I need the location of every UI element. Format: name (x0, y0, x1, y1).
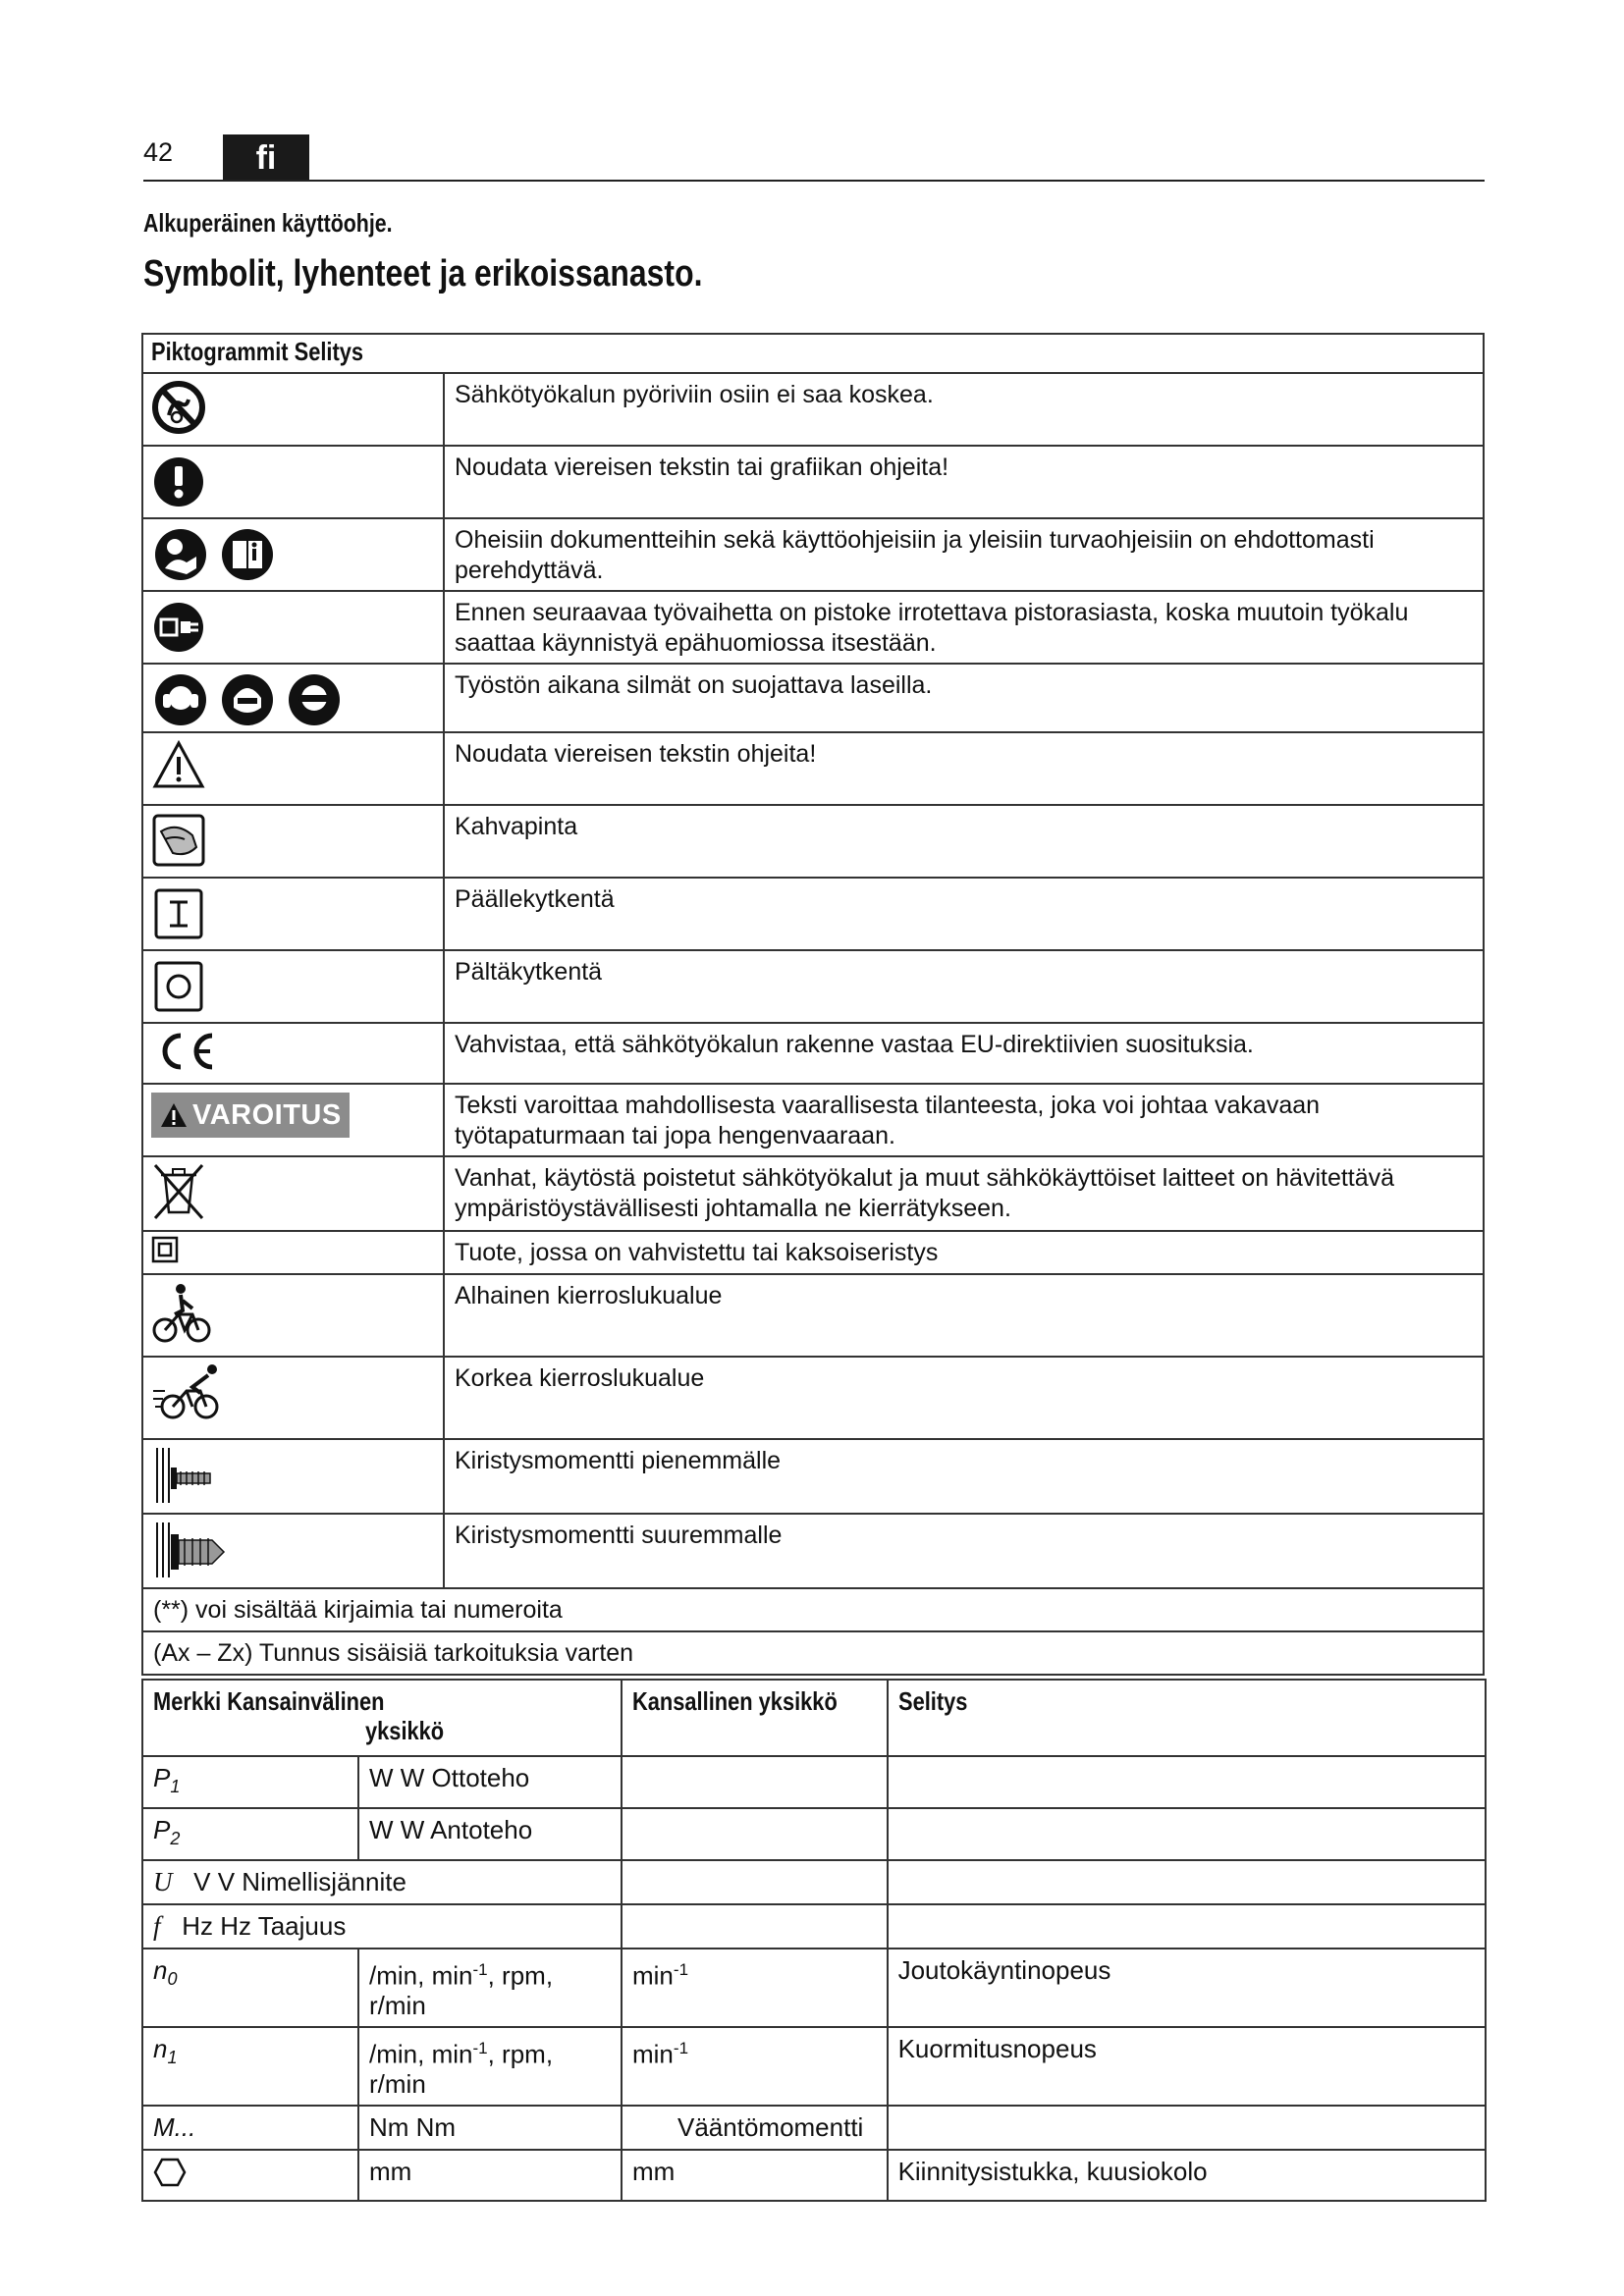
grip-surface-icon (151, 810, 206, 869)
unplug-icon (151, 596, 206, 655)
symbol-unit-cell: U V V Nimellisjännite (142, 1860, 622, 1904)
low-speed-bicycle-icon (151, 1279, 214, 1348)
page-title: Symbolit, lyhenteet ja erikoissanasto. (143, 253, 703, 294)
hexagon-socket-icon (153, 2157, 187, 2188)
units-table (141, 1679, 1487, 2202)
page-number: 42 (143, 137, 174, 167)
symbol-unit-cell: f Hz Hz Taajuus (142, 1904, 622, 1949)
pictogram-cell (142, 1357, 444, 1439)
description-cell (888, 2106, 1486, 2150)
description-cell: Joutokäyntinopeus (888, 1949, 1486, 2027)
switch-on-icon (151, 882, 206, 941)
description-cell: Kuormitusnopeus (888, 2027, 1486, 2106)
pictogram-cell (142, 1231, 444, 1274)
symbol-cell: $P_1$ (142, 1756, 358, 1808)
header-national-unit: Kansallinen yksikkö (622, 1680, 888, 1756)
pictogram-cell (142, 950, 444, 1023)
description-cell (888, 1860, 1486, 1904)
pictogram-cell (142, 664, 444, 732)
weee-bin-icon (151, 1161, 206, 1222)
unit-cell: mm (358, 2150, 622, 2201)
description-cell: Noudata viereisen tekstin tai grafiikan ohjeita! (444, 446, 1484, 518)
mandatory-instruction-icon (151, 451, 206, 509)
pictogram-cell (142, 373, 444, 446)
description-cell: Kiinnitysistukka, kuusiokolo (888, 2150, 1486, 2201)
pictogram-cell (142, 1023, 444, 1084)
pictogram-cell (142, 1274, 444, 1357)
footnote-row: (Ax – Zx) Tunnus sisäisiä tarkoituksia varten (142, 1631, 1484, 1675)
description-cell: Kahvapinta (444, 805, 1484, 878)
pictogram-cell (142, 878, 444, 950)
manual-book-icon (218, 523, 277, 582)
description-cell: Kiristysmomentti pienemmälle (444, 1439, 1484, 1514)
description-cell: Teksti varoittaa mahdollisesta vaarallisesta tilanteesta, joka voi johtaa vakavaan työtapaturmaan tai jopa hengenvaaraan. (444, 1084, 1484, 1156)
varoitus-label (151, 1093, 350, 1138)
unit-cell: Nm Nm (358, 2106, 622, 2150)
pictogram-cell (142, 446, 444, 518)
pictogram-cell (142, 591, 444, 664)
national-unit-cell: $\min^{-1}$ (622, 2027, 888, 2106)
symbol-cell: M... (142, 2106, 358, 2150)
description-cell (888, 1808, 1486, 1860)
description-cell: Työstön aikana silmät on suojattava laseilla. (444, 664, 1484, 732)
read-manual-icon (151, 523, 210, 582)
switch-off-icon (151, 955, 206, 1014)
description-cell: Kiristysmomentti suuremmalle (444, 1514, 1484, 1588)
description-cell: Päällekytkentä (444, 878, 1484, 950)
description-cell: Sähkötyökalun pyöriviin osiin ei saa koskea. (444, 373, 1484, 446)
symbol-cell: $n_1$ (142, 2027, 358, 2106)
symbols-table (141, 333, 1485, 1676)
header-divider (143, 180, 1485, 182)
description-cell: Noudata viereisen tekstin ohjeita! (444, 732, 1484, 805)
description-cell: Ennen seuraavaa työvaihetta on pistoke irrotettava pistorasiasta, koska muutoin työkalu saattaa käynnistyä epähuomiossa itsestään. (444, 591, 1484, 664)
safety-glasses-icon (285, 668, 344, 727)
description-cell (888, 1756, 1486, 1808)
unit-cell: W W Antoteho (358, 1808, 622, 1860)
pictogram-cell (142, 1439, 444, 1514)
high-speed-bicycle-icon (151, 1362, 230, 1430)
symbols-table-header: Piktogrammit Selitys (142, 334, 1484, 373)
pictogram-cell (142, 1156, 444, 1231)
national-unit-cell (622, 1904, 888, 1949)
footnote-row: (**) voi sisältää kirjaimia tai numeroita (142, 1588, 1484, 1631)
description-cell: Pältäkytkentä (444, 950, 1484, 1023)
symbol-cell (142, 2150, 358, 2201)
document-subtitle: Alkuperäinen käyttöohje. (143, 208, 393, 238)
warning-triangle-icon (159, 1101, 189, 1129)
description-cell: Oheisiin dokumentteihin sekä käyttöohjeisiin ja yleisiin turvaohjeisiin on ehdottomasti perehdyttävä. (444, 518, 1484, 591)
pictogram-cell (142, 518, 444, 591)
small-screw-torque-icon (151, 1444, 220, 1505)
description-cell: Tuote, jossa on vahvistettu tai kaksoiseristys (444, 1231, 1484, 1274)
national-unit-cell: mm (622, 2150, 888, 2201)
unit-cell: /min, $\min^{-1}$, rpm, r/min (358, 1949, 622, 2027)
language-badge: fi (223, 134, 309, 182)
national-unit-cell (622, 1808, 888, 1860)
no-touch-rotating-icon (151, 378, 206, 437)
national-unit-cell (622, 1860, 888, 1904)
unit-cell: /min, $\min^{-1}$, rpm, r/min (358, 2027, 622, 2106)
warning-triangle-icon (151, 737, 206, 792)
description-cell (888, 1904, 1486, 1949)
face-mask-icon (218, 668, 277, 727)
description-cell: Alhainen kierroslukualue (444, 1274, 1484, 1357)
header-symbol-unit: Merkki Kansainvälinen yksikkö (142, 1680, 622, 1756)
symbol-cell: $n_0$ (142, 1949, 358, 2027)
unit-cell: W W Ottoteho (358, 1756, 622, 1808)
pictogram-cell (142, 805, 444, 878)
description-cell: Vanhat, käytöstä poistetut sähkötyökalut ja muut sähkökäyttöiset laitteet on hävitettävä ympäristöystävällisesti johtamalla ne kierrätykseen. (444, 1156, 1484, 1231)
ce-mark-icon (151, 1028, 220, 1075)
varoitus-text: VAROITUS (192, 1098, 342, 1131)
national-unit-cell: Vääntömomentti (622, 2106, 888, 2150)
description-cell: Vahvistaa, että sähkötyökalun rakenne vastaa EU-direktiivien suosituksia. (444, 1023, 1484, 1084)
pictogram-cell (142, 1084, 444, 1156)
national-unit-cell (622, 1756, 888, 1808)
double-insulation-icon (151, 1236, 179, 1263)
pictogram-cell (142, 1514, 444, 1588)
ear-protection-icon (151, 668, 210, 727)
large-screw-torque-icon (151, 1519, 226, 1579)
symbol-cell: $P_2$ (142, 1808, 358, 1860)
pictogram-cell (142, 732, 444, 805)
national-unit-cell: $\min^{-1}$ (622, 1949, 888, 2027)
header-description: Selitys (888, 1680, 1486, 1756)
description-cell: Korkea kierroslukualue (444, 1357, 1484, 1439)
